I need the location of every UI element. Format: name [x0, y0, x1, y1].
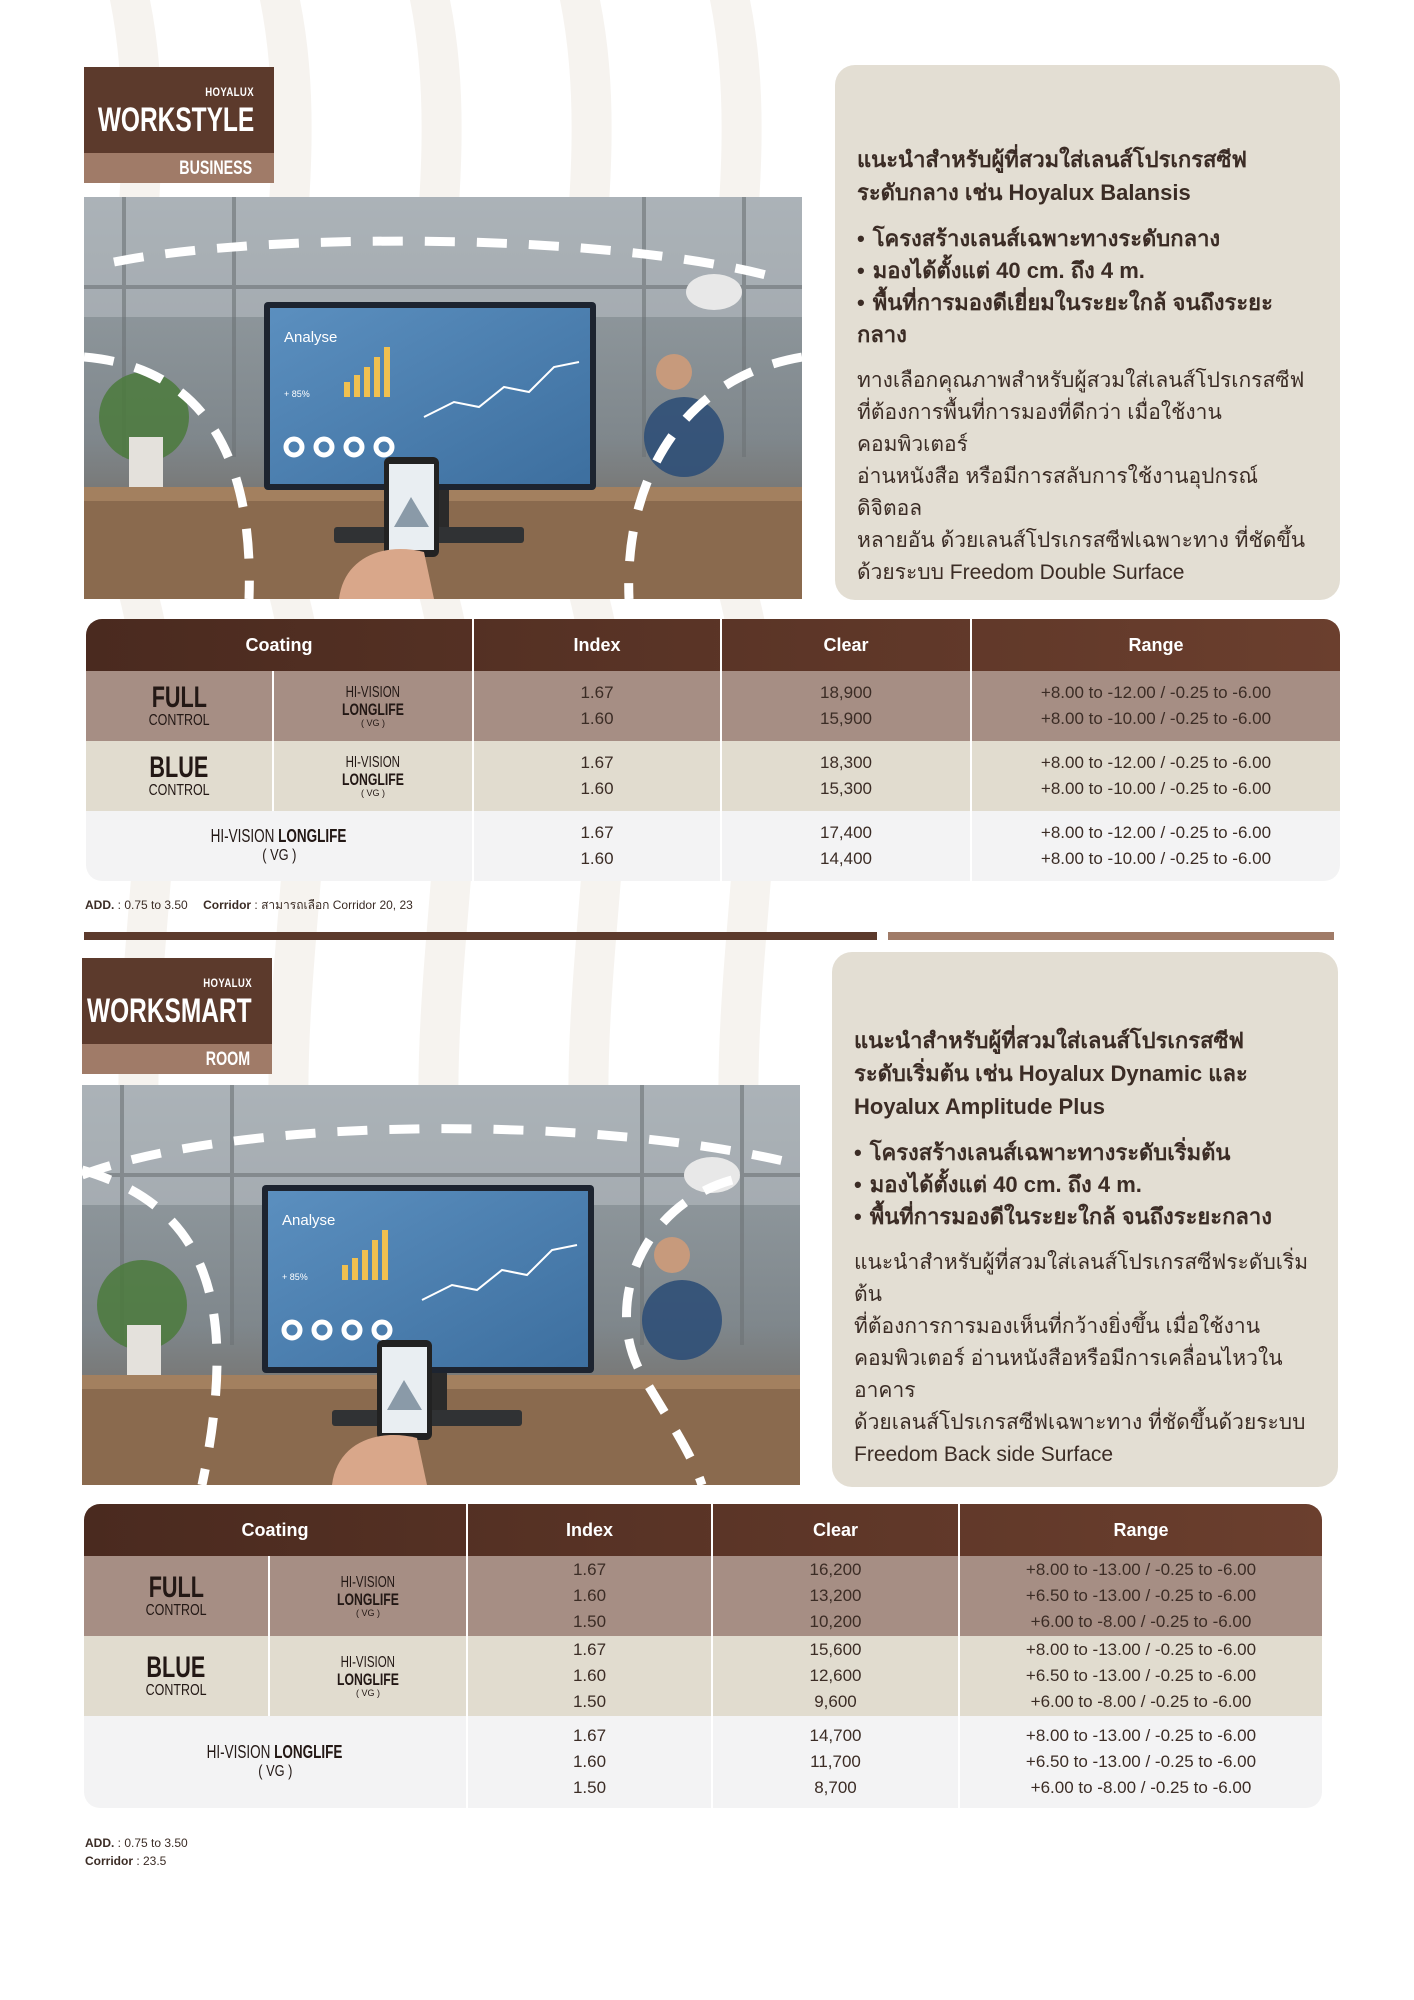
index-cell — [474, 811, 722, 881]
index-value: 1.50 — [572, 1692, 607, 1711]
clear-value: 10,200 — [809, 1612, 862, 1631]
desc-line: แนะนำสำหรับผู้ที่สวมใส่เลนส์โปรเกรสซีฟระดับเริ่มต้น — [854, 1251, 1309, 1306]
index-cell — [468, 1716, 713, 1808]
note-add-label: ADD. — [85, 898, 115, 912]
desc-line: Freedom Back side Surface — [854, 1443, 1114, 1466]
range-cell — [960, 1716, 1322, 1808]
clear-value: 14,700 — [809, 1726, 862, 1745]
table-header — [86, 619, 1340, 671]
index-value: 1.60 — [572, 1752, 607, 1771]
index-value: 1.60 — [572, 1666, 607, 1685]
clear-cell — [713, 1716, 960, 1808]
range-cell — [972, 741, 1340, 811]
worksmart-info-card — [832, 952, 1338, 1487]
coating-sub — [274, 741, 474, 811]
clear-cell — [713, 1636, 960, 1716]
col-range: Range — [1128, 634, 1184, 655]
index-cell — [474, 671, 722, 741]
table-row — [84, 1716, 1322, 1808]
desc-line: ที่ต้องการการมองเห็นที่กว้างยิ่งขึ้น เมื่อใช้งาน — [854, 1315, 1261, 1338]
range-cell — [972, 671, 1340, 741]
coating-sub-l2: LONGLIFE — [337, 1589, 399, 1609]
coating-sub-l3: ( VG ) — [356, 1607, 380, 1618]
range-value: +8.00 to -10.00 / -0.25 to -6.00 — [1040, 849, 1272, 868]
index-value: 1.50 — [572, 1612, 607, 1631]
index-value: 1.60 — [580, 709, 614, 728]
info-bullet: • พื้นที่การมองดีเยี่ยมในระยะใกล้ จนถึงระยะกลาง — [857, 287, 1318, 351]
index-value: 1.60 — [572, 1586, 607, 1605]
col-index: Index — [468, 1504, 713, 1556]
note-corridor-label: Corridor — [85, 1854, 133, 1868]
table-row — [86, 671, 1340, 741]
coating-sub-l3: ( VG ) — [361, 787, 385, 798]
coating-big: FULL — [148, 1571, 204, 1604]
coating-full-l1a: HI-VISION — [207, 1742, 275, 1762]
info-lead-line3: Hoyalux Amplitude Plus — [854, 1094, 1106, 1119]
badge-brand: HOYALUX — [203, 976, 252, 990]
table-row — [86, 741, 1340, 811]
clear-value: 15,300 — [820, 779, 872, 798]
index-value: 1.67 — [572, 1726, 607, 1745]
coating-sub-l1: HI-VISION — [345, 753, 401, 771]
coating-sub-l3: ( VG ) — [356, 1687, 380, 1698]
coating-full-l1 — [207, 1742, 343, 1762]
section-divider-light — [888, 932, 1334, 940]
clear-value: 11,700 — [810, 1752, 861, 1771]
range-value: +8.00 to -12.00 / -0.25 to -6.00 — [1040, 823, 1272, 842]
worksmart-badge — [82, 958, 272, 1074]
coating-sub-l2: LONGLIFE — [342, 769, 404, 789]
badge-sub: ROOM — [205, 1049, 250, 1070]
note-corridor-label: Corridor — [203, 898, 252, 912]
badge-name: WORKSMART — [87, 992, 252, 1030]
screen-percent: + 85% — [282, 1272, 308, 1282]
coating-small: CONTROL — [145, 1682, 207, 1699]
coating-main — [84, 1556, 270, 1636]
coating-sub-l3: ( VG ) — [361, 717, 385, 728]
office-photo — [82, 1085, 800, 1485]
worksmart-note — [85, 1834, 188, 1870]
clear-cell — [722, 671, 972, 741]
coating-sub-l1: HI-VISION — [340, 1653, 396, 1671]
coating-full-l1b: LONGLIFE — [278, 826, 347, 846]
workstyle-note — [85, 896, 413, 915]
desc-line: ด้วยระบบ Freedom Double Surface — [857, 561, 1185, 584]
screen-percent: + 85% — [284, 389, 310, 399]
table-row — [84, 1556, 1322, 1636]
screen-title: Analyse — [284, 329, 338, 346]
desc-line: ทางเลือกคุณภาพสำหรับผู้สวมใส่เลนส์โปรเกรสซีฟ — [857, 369, 1305, 392]
info-bullet: • มองได้ตั้งแต่ 40 cm. ถึง 4 m. — [854, 1169, 1316, 1201]
info-bullet: • มองได้ตั้งแต่ 40 cm. ถึง 4 m. — [857, 255, 1318, 287]
info-lead-line1: แนะนำสำหรับผู้ที่สวมใส่เลนส์โปรเกรสซีฟ — [854, 1028, 1244, 1053]
screen-title: Analyse — [282, 1212, 336, 1229]
badge-brand: HOYALUX — [205, 85, 254, 99]
info-lead-line1: แนะนำสำหรับผู้ที่สวมใส่เลนส์โปรเกรสซีฟ — [857, 147, 1247, 172]
range-value: +6.50 to -13.00 / -0.25 to -6.00 — [1025, 1586, 1257, 1605]
worksmart-price-table — [84, 1504, 1322, 1808]
coating-full-l2: ( VG ) — [257, 1763, 293, 1780]
coating-small: CONTROL — [148, 782, 210, 799]
range-value: +6.50 to -13.00 / -0.25 to -6.00 — [1025, 1666, 1257, 1685]
note-add-line — [85, 1834, 188, 1852]
info-lead-line2: ระดับกลาง เช่น Hoyalux Balansis — [857, 180, 1191, 205]
index-cell — [474, 741, 722, 811]
index-value: 1.67 — [580, 823, 614, 842]
info-bullet: • พื้นที่การมองดีในระยะใกล้ จนถึงระยะกลาง — [854, 1201, 1316, 1233]
note-corridor-value: : 23.5 — [133, 1854, 167, 1868]
desc-line: ด้วยเลนส์โปรเกรสซีฟเฉพาะทาง ที่ชัดขึ้นด้วยระบบ — [854, 1411, 1306, 1434]
range-value: +8.00 to -10.00 / -0.25 to -6.00 — [1040, 779, 1272, 798]
table-row — [84, 1636, 1322, 1716]
range-cell — [960, 1636, 1322, 1716]
range-value: +6.00 to -8.00 / -0.25 to -6.00 — [1030, 1778, 1252, 1797]
coating-full — [84, 1716, 468, 1808]
clear-value: 14,400 — [820, 849, 872, 868]
clear-cell — [722, 811, 972, 881]
coating-full-l1b: LONGLIFE — [274, 1742, 343, 1762]
index-value: 1.67 — [572, 1560, 607, 1579]
coating-main — [86, 741, 274, 811]
coating-main — [84, 1636, 270, 1716]
range-value: +8.00 to -13.00 / -0.25 to -6.00 — [1025, 1560, 1257, 1579]
desc-line: อ่านหนังสือ หรือมีการสลับการใช้งานอุปกรณ์ดิจิตอล — [857, 465, 1258, 520]
badge-sub: BUSINESS — [179, 158, 252, 179]
info-bullet: • โครงสร้างเลนส์เฉพาะทางระดับกลาง — [857, 223, 1318, 255]
range-value: +8.00 to -12.00 / -0.25 to -6.00 — [1040, 753, 1272, 772]
range-value: +8.00 to -13.00 / -0.25 to -6.00 — [1025, 1726, 1257, 1745]
range-value: +8.00 to -10.00 / -0.25 to -6.00 — [1040, 709, 1272, 728]
coating-full-l1 — [211, 826, 347, 846]
index-value: 1.60 — [580, 779, 614, 798]
info-description — [857, 365, 1318, 589]
index-value: 1.67 — [580, 753, 614, 772]
index-cell — [468, 1636, 713, 1716]
coating-big: BLUE — [146, 1651, 206, 1684]
col-clear: Clear — [722, 619, 972, 671]
coating-sub-l2: LONGLIFE — [337, 1669, 399, 1689]
coating-big: FULL — [151, 681, 207, 714]
range-cell — [960, 1556, 1322, 1636]
coating-full-l1a: HI-VISION — [211, 826, 279, 846]
range-value: +8.00 to -13.00 / -0.25 to -6.00 — [1025, 1640, 1257, 1659]
workstyle-badge — [84, 67, 274, 183]
col-clear: Clear — [713, 1504, 960, 1556]
col-coating: Coating — [86, 619, 474, 671]
coating-sub-l1: HI-VISION — [340, 1573, 396, 1591]
coating-small: CONTROL — [148, 712, 210, 729]
coating-sub-l1: HI-VISION — [345, 683, 401, 701]
clear-value: 9,600 — [814, 1692, 857, 1711]
index-value: 1.60 — [580, 849, 614, 868]
range-value: +6.50 to -13.00 / -0.25 to -6.00 — [1025, 1752, 1257, 1771]
range-value: +6.00 to -8.00 / -0.25 to -6.00 — [1030, 1612, 1252, 1631]
coating-sub — [270, 1636, 468, 1716]
table-row — [86, 811, 1340, 881]
desc-line: คอมพิวเตอร์ อ่านหนังสือหรือมีการเคลื่อนไหวในอาคาร — [854, 1347, 1283, 1402]
col-coating: Coating — [84, 1504, 468, 1556]
coating-small: CONTROL — [145, 1602, 207, 1619]
clear-value: 17,400 — [820, 823, 872, 842]
note-add-value: : 0.75 to 3.50 — [114, 898, 188, 912]
clear-value: 8,700 — [814, 1778, 857, 1797]
workstyle-info-card — [835, 65, 1340, 600]
section-divider-dark — [84, 932, 877, 940]
note-add-label: ADD. — [85, 1836, 115, 1850]
col-range: Range — [1113, 1519, 1169, 1540]
coating-sub — [270, 1556, 468, 1636]
clear-value: 12,600 — [809, 1666, 862, 1685]
range-value: +8.00 to -12.00 / -0.25 to -6.00 — [1040, 683, 1272, 702]
clear-value: 16,200 — [809, 1560, 862, 1579]
badge-name: WORKSTYLE — [97, 101, 254, 139]
index-cell — [468, 1556, 713, 1636]
coating-big: BLUE — [149, 751, 209, 784]
workstyle-price-table — [86, 619, 1340, 881]
coating-main — [86, 671, 274, 741]
clear-value: 18,300 — [820, 753, 872, 772]
desc-line: ที่ต้องการพื้นที่การมองที่ดีกว่า เมื่อใช้งานคอมพิวเตอร์ — [857, 401, 1222, 456]
clear-cell — [722, 741, 972, 811]
index-value: 1.67 — [580, 683, 614, 702]
coating-full-l2: ( VG ) — [261, 847, 297, 864]
office-photo — [84, 197, 802, 599]
col-index: Index — [474, 619, 722, 671]
note-corridor-value: : สามารถเลือก Corridor 20, 23 — [251, 898, 413, 912]
range-value: +6.00 to -8.00 / -0.25 to -6.00 — [1030, 1692, 1252, 1711]
clear-value: 13,200 — [809, 1586, 862, 1605]
info-bullet: • โครงสร้างเลนส์เฉพาะทางระดับเริ่มต้น — [854, 1137, 1316, 1169]
index-value: 1.67 — [572, 1640, 607, 1659]
table-header — [84, 1504, 1322, 1556]
info-description — [854, 1247, 1316, 1471]
note-add-value: : 0.75 to 3.50 — [114, 1836, 188, 1850]
note-corridor-line — [85, 1852, 188, 1870]
coating-full — [86, 811, 474, 881]
coating-sub — [274, 671, 474, 741]
clear-value: 15,900 — [820, 709, 872, 728]
desc-line: หลายอัน ด้วยเลนส์โปรเกรสซีฟเฉพาะทาง ที่ชัดขึ้น — [857, 529, 1306, 552]
coating-sub-l2: LONGLIFE — [342, 699, 404, 719]
clear-cell — [713, 1556, 960, 1636]
range-cell — [972, 811, 1340, 881]
clear-value: 18,900 — [820, 683, 872, 702]
index-value: 1.50 — [572, 1778, 607, 1797]
clear-value: 15,600 — [809, 1640, 862, 1659]
info-lead-line2: ระดับเริ่มต้น เช่น Hoyalux Dynamic และ — [854, 1061, 1248, 1086]
